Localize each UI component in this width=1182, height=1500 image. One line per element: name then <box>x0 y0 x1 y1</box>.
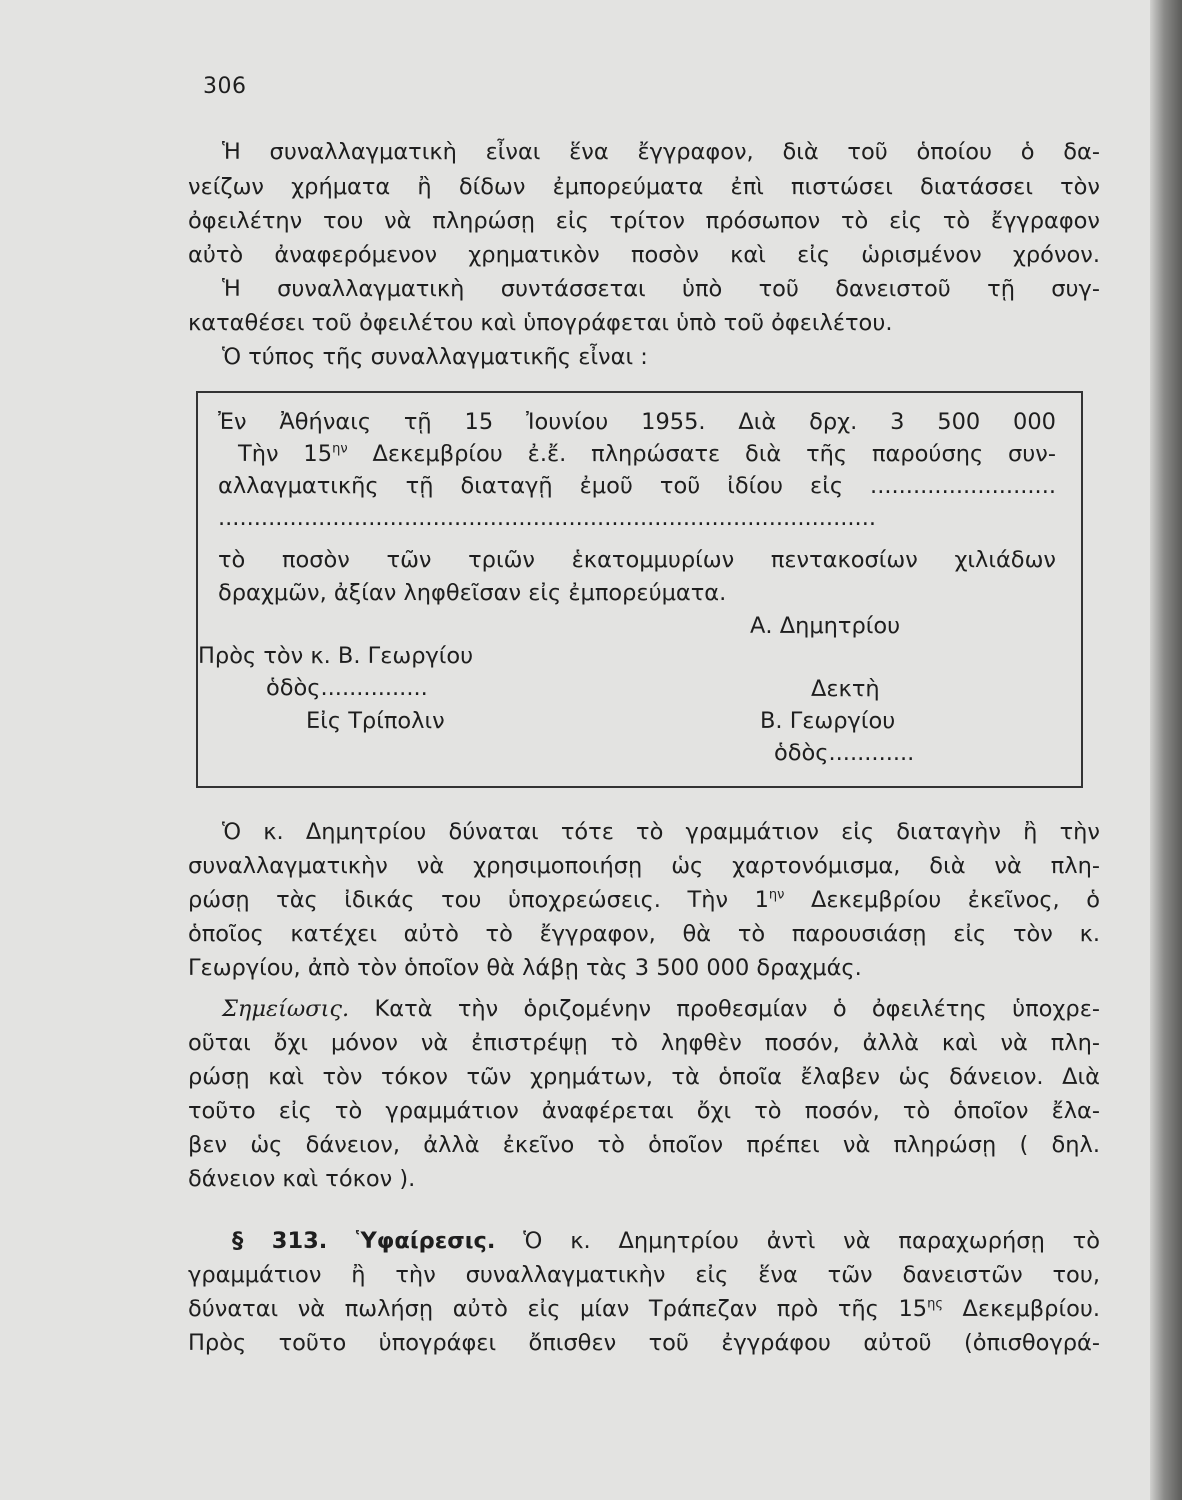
bill-payee-line: αλλαγματικῆς τῇ διαταγῇ ἐμοῦ τοῦ ἰδίου εἰς .......................... <box>218 473 1056 499</box>
intro-line-1: Ἡ συναλλαγματικὴ εἶναι ἕνα ἔγγραφον, διὰ τοῦ ὁποίου ὁ δα- <box>222 139 1100 165</box>
bill-addressee-city: Εἰς Τρίπολιν <box>306 708 445 734</box>
note-line-6: δάνειον καὶ τόκον ). <box>188 1166 416 1192</box>
bill-dotted-line: ............................................................................................ <box>218 505 876 531</box>
bill-drawer-signature: Α. Δημητρίου <box>750 613 901 639</box>
bill-of-exchange-box <box>196 391 1083 788</box>
bill-acceptor-name: Β. Γεωργίου <box>760 708 896 734</box>
after-line-5: Γεωργίου, ἀπὸ τὸν ὁποῖον θὰ λάβῃ τὰς 3 500 000 δραχμάς. <box>188 955 862 981</box>
bill-addressee: Πρὸς τὸν κ. Β. Γεωργίου <box>198 643 474 669</box>
bill-order-line: Τὴν $15^{\eta\nu}$ Δεκεμβρίου ἐ.ἔ. πληρώσατε διὰ τῆς παρούσης συν- <box>238 441 1056 467</box>
intro-line-6: καταθέσει τοῦ ὀφειλέτου καὶ ὑπογράφεται ὑπὸ τοῦ ὀφειλέτου. <box>188 310 893 336</box>
note-line-5: βεν ὡς δάνειον, ἀλλὰ ἐκεῖνο τὸ ὁποῖον πρέπει νὰ πληρώσῃ ( δηλ. <box>188 1132 1100 1158</box>
bill-amount-words-line: τὸ ποσὸν τῶν τριῶν ἑκατομμυρίων πεντακοσίων χιλιάδων <box>218 547 1056 573</box>
note-label: Σημείωσις. <box>222 996 350 1022</box>
book-gutter-shadow <box>1150 0 1182 1500</box>
section-heading: § 313. Ὑφαίρεσις. <box>232 1228 496 1254</box>
bill-accepted-label: Δεκτὴ <box>811 676 880 702</box>
intro-line-2: νείζων χρήματα ἢ δίδων ἐμπορεύματα ἐπὶ πιστώσει διατάσσει τὸν <box>188 174 1100 200</box>
bill-addressee-street: ὁδὸς............... <box>266 675 428 701</box>
bill-date-amount-line: Ἐν Ἀθήναις τῇ 15 Ἰουνίου 1955. Διὰ δρχ. 3 500 000 <box>218 409 1056 435</box>
after-line-4: ὁποῖος κατέχει αὐτὸ τὸ ἔγγραφον, θὰ τὸ παρουσιάσῃ εἰς τὸν κ. <box>188 921 1100 947</box>
intro-line-3: ὀφειλέτην του νὰ πληρώσῃ εἰς τρίτον πρόσωπον τὸ εἰς τὸ ἔγγραφον <box>188 208 1100 234</box>
section-313-line-1: § 313. Ὑφαίρεσις. Ὁ κ. Δημητρίου ἀντὶ νὰ παραχωρήσῃ τὸ <box>232 1228 1100 1254</box>
intro-line-7: Ὁ τύπος τῆς συναλλαγματικῆς εἶναι : <box>222 344 648 370</box>
after-line-3: ρώσῃ τὰς ἰδικάς του ὑποχρεώσεις. Τὴν $1^{\eta\nu}$ Δεκεμβρίου ἐκεῖνος, ὁ <box>188 887 1100 913</box>
page-number: 306 <box>203 74 247 99</box>
note-line-1: Σημείωσις. Κατὰ τὴν ὁριζομένην προθεσμίαν ὁ ὀφειλέτης ὑποχρε- <box>222 996 1100 1022</box>
note-line-2: οῦται ὄχι μόνον νὰ ἐπιστρέψῃ τὸ ληφθὲν ποσόν, ἀλλὰ καὶ νὰ πλη- <box>188 1030 1100 1056</box>
after-line-2: συναλλαγματικὴν νὰ χρησιμοποιήσῃ ὡς χαρτονόμισμα, διὰ νὰ πλη- <box>188 853 1100 879</box>
note-line-3: ρώσῃ καὶ τὸν τόκον τῶν χρημάτων, τὰ ὁποῖα ἔλαβεν ὡς δάνειον. Διὰ <box>188 1064 1100 1090</box>
section-313-line-3: δύναται νὰ πωλήσῃ αὐτὸ εἰς μίαν Τράπεζαν πρὸ τῆς $15^{\eta\varsigma}$ Δεκεμβρίου. <box>188 1296 1101 1322</box>
bill-acceptor-street: ὁδὸς............ <box>774 740 915 766</box>
intro-line-5: Ἡ συναλλαγματικὴ συντάσσεται ὑπὸ τοῦ δανειστοῦ τῇ συγ- <box>222 276 1100 302</box>
after-line-1: Ὁ κ. Δημητρίου δύναται τότε τὸ γραμμάτιον εἰς διαταγὴν ἢ τὴν <box>222 819 1100 845</box>
section-313-line-4: Πρὸς τοῦτο ὑπογράφει ὄπισθεν τοῦ ἐγγράφου αὐτοῦ (ὀπισθογρά- <box>188 1330 1100 1356</box>
section-313-line-2: γραμμάτιον ἢ τὴν συναλλαγματικὴν εἰς ἕνα τῶν δανειστῶν του, <box>188 1262 1100 1288</box>
bill-value-line: δραχμῶν, ἀξίαν ληφθεῖσαν εἰς ἐμπορεύματα. <box>218 580 727 606</box>
note-line-4: τοῦτο εἰς τὸ γραμμάτιον ἀναφέρεται ὄχι τὸ ποσόν, τὸ ὁποῖον ἔλα- <box>188 1098 1100 1124</box>
intro-line-4: αὐτὸ ἀναφερόμενον χρηματικὸν ποσὸν καὶ εἰς ὡρισμένον χρόνον. <box>188 242 1100 268</box>
